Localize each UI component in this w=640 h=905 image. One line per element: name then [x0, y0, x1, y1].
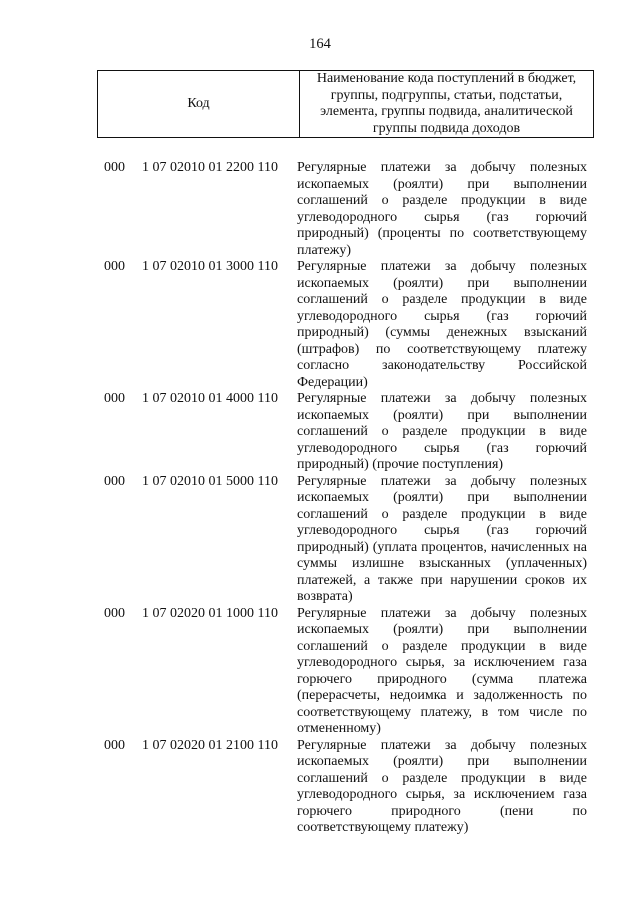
- revenue-description: Регулярные платежи за добычу полезных ископаемых (роялти) при выполнении соглашений о разделе продукции в виде углеводородного сырья, за исключением газа горючего природного (пени по соответствующему платежу): [297, 737, 587, 835]
- revenue-code: 1 07 02010 01 3000 110: [142, 259, 278, 274]
- revenue-description: Регулярные платежи за добычу полезных ископаемых (роялти) при выполнении соглашений о разделе продукции в виде углеводородного сырья (газ горючий природный) (суммы денежных взысканий (штрафов) по соответствующему платежу согласно законодательству Российской Федерации): [297, 259, 587, 390]
- budget-admin-code: 000: [104, 259, 125, 274]
- revenue-code: 1 07 02020 01 1000 110: [142, 605, 278, 621]
- code-row: [0, 160, 640, 259]
- revenue-code: 1 07 02010 01 5000 110: [142, 473, 278, 489]
- budget-admin-code: 000: [104, 391, 125, 406]
- budget-admin-code: 000: [104, 605, 125, 621]
- code-list: [0, 160, 640, 837]
- code-row: [0, 606, 640, 738]
- revenue-code: 1 07 02010 01 2200 110: [142, 160, 278, 175]
- revenue-description: Регулярные платежи за добычу полезных ископаемых (роялти) при выполнении соглашений о разделе продукции в виде углеводородного сырья (газ горючий природный) (прочие поступления): [297, 391, 587, 472]
- page-number: 164: [309, 36, 331, 52]
- table-header: [97, 70, 594, 138]
- code-row: [0, 738, 640, 837]
- budget-admin-code: 000: [104, 473, 125, 489]
- name-column-header: Наименование кода поступлений в бюджет, группы, подгруппы, статьи, подстатьи, элемента, группы подвида, аналитической группы подвида доходов: [300, 71, 594, 138]
- budget-admin-code: 000: [104, 160, 125, 175]
- code-column-header: Код: [98, 71, 300, 138]
- revenue-code: 1 07 02020 01 2100 110: [142, 737, 278, 753]
- revenue-description: Регулярные платежи за добычу полезных ископаемых (роялти) при выполнении соглашений о разделе продукции в виде углеводородного сырья, за исключением газа горючего природного (сумма платежа (перерасчеты, недоимка и задолженность по соответствующему платежу, в том числе по отмененному): [297, 605, 587, 736]
- revenue-code: 1 07 02010 01 4000 110: [142, 391, 278, 406]
- code-row: [0, 391, 640, 474]
- budget-admin-code: 000: [104, 737, 125, 753]
- revenue-description: Регулярные платежи за добычу полезных ископаемых (роялти) при выполнении соглашений о разделе продукции в виде углеводородного сырья (газ горючий природный) (проценты по соответствующему платежу): [297, 160, 587, 258]
- code-row: [0, 474, 640, 606]
- revenue-description: Регулярные платежи за добычу полезных ископаемых (роялти) при выполнении соглашений о разделе продукции в виде углеводородного сырья (газ горючий природный) (уплата процентов, начисленных на суммы излишне взысканных (уплаченных) платежей, а также при нарушении сроков их возврата): [297, 473, 587, 604]
- code-row: [0, 259, 640, 391]
